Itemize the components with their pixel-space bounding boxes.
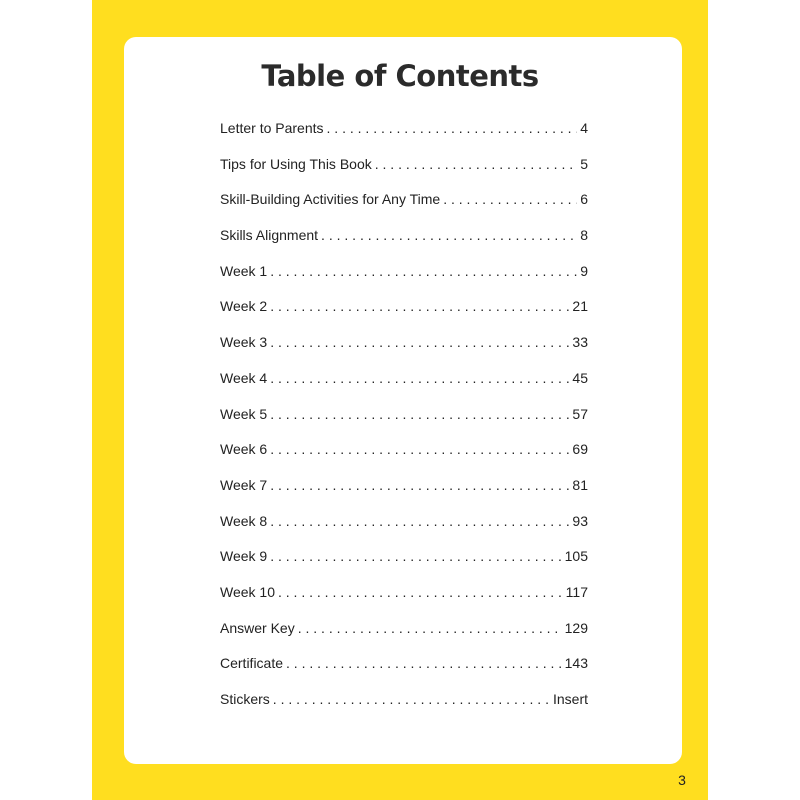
page-number: 3 xyxy=(678,772,686,788)
toc-dot-leader xyxy=(270,507,569,535)
toc-entry xyxy=(220,578,588,614)
toc-entry-label: Week 6 xyxy=(220,441,268,458)
toc-entry xyxy=(220,685,588,721)
toc-entry-page: 143 xyxy=(564,655,588,672)
toc-entry-page: 6 xyxy=(580,191,588,208)
toc-entry xyxy=(220,150,588,186)
toc-dot-leader xyxy=(270,257,577,285)
toc-dot-leader xyxy=(270,400,569,428)
toc-dot-leader xyxy=(286,649,562,677)
toc-entry-label: Week 1 xyxy=(220,262,268,279)
toc-entry xyxy=(220,614,588,650)
toc-entry-label: Certificate xyxy=(220,655,284,672)
toc-entry-page: 81 xyxy=(572,476,588,493)
toc-entry xyxy=(220,649,588,685)
toc-entry-page: 21 xyxy=(572,298,588,315)
toc-entry xyxy=(220,114,588,150)
toc-entry xyxy=(220,400,588,436)
toc-entry-page: 93 xyxy=(572,512,588,529)
toc-entry xyxy=(220,542,588,578)
toc-entry-page: 4 xyxy=(580,120,588,136)
toc-dot-leader xyxy=(375,150,577,178)
toc-entry-label: Skills Alignment xyxy=(220,227,319,244)
toc-dot-leader xyxy=(270,435,569,463)
toc-entry-label: Tips for Using This Book xyxy=(220,155,372,172)
toc-dot-leader xyxy=(270,542,561,570)
toc-dot-leader xyxy=(278,578,563,606)
toc-entry-page: 129 xyxy=(564,619,588,636)
toc-entry-page: 5 xyxy=(580,155,588,172)
toc-entry-label: Week 10 xyxy=(220,583,275,600)
toc-dot-leader xyxy=(270,364,569,392)
toc-entry-page: 117 xyxy=(565,583,588,600)
toc-dot-leader xyxy=(270,328,569,356)
toc-entry-label: Week 9 xyxy=(220,548,268,565)
toc-entry-label: Letter to Parents xyxy=(220,120,324,136)
toc-entry xyxy=(220,185,588,221)
toc-entry xyxy=(220,471,588,507)
toc-dot-leader xyxy=(321,221,577,249)
toc-entry xyxy=(220,257,588,293)
toc-entry-label: Stickers xyxy=(220,691,270,707)
toc-entry xyxy=(220,292,588,328)
toc-entry xyxy=(220,221,588,257)
toc-dot-leader xyxy=(443,185,577,213)
toc-dot-leader xyxy=(270,292,569,320)
toc-entry-label: Week 2 xyxy=(220,298,268,315)
toc-entry-page: 57 xyxy=(572,405,588,422)
toc-entry-label: Answer Key xyxy=(220,619,295,636)
toc-entry-page: 33 xyxy=(572,334,588,351)
toc-entry xyxy=(220,364,588,400)
toc-entry-label: Week 5 xyxy=(220,405,268,422)
toc-dot-leader xyxy=(273,685,550,713)
toc-entry-label: Week 7 xyxy=(220,476,268,493)
toc-entry-page: 69 xyxy=(572,441,588,458)
table-of-contents xyxy=(220,114,588,721)
toc-entry xyxy=(220,507,588,543)
toc-entry-label: Week 3 xyxy=(220,334,268,351)
toc-dot-leader xyxy=(270,471,569,499)
toc-dot-leader xyxy=(298,614,562,642)
toc-entry-page: Insert xyxy=(552,691,588,707)
page-title: Table of Contents xyxy=(261,59,539,93)
toc-entry-page: 8 xyxy=(580,227,588,244)
toc-entry xyxy=(220,435,588,471)
toc-dot-leader xyxy=(327,114,578,142)
toc-entry-label: Week 8 xyxy=(220,512,268,529)
toc-entry-page: 9 xyxy=(580,262,588,279)
toc-entry xyxy=(220,328,588,364)
toc-entry-label: Week 4 xyxy=(220,369,268,386)
toc-entry-label: Skill-Building Activities for Any Time xyxy=(220,191,441,208)
toc-entry-page: 105 xyxy=(564,548,588,565)
toc-entry-page: 45 xyxy=(572,369,588,386)
